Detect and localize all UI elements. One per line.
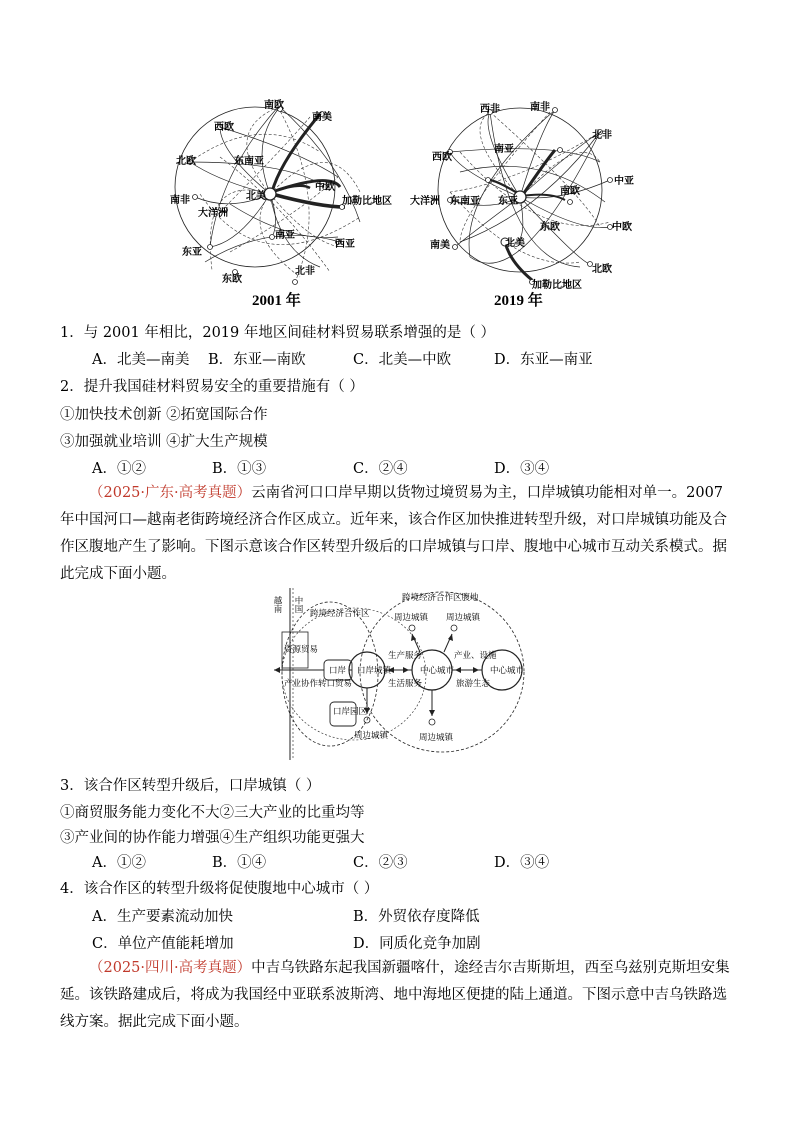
label-kouan-park: 口岸园区 — [333, 707, 368, 717]
passage-guangdong-line4: 此完成下面小题。 — [60, 566, 176, 582]
label-2001-nanfei: 南非 — [170, 195, 190, 206]
trade-network-svg — [160, 92, 640, 312]
label-eco: 旅游生态 — [456, 679, 491, 689]
q3-option-c[interactable]: C．②③ — [353, 855, 408, 871]
label-yuenan: 越南 — [272, 596, 282, 613]
label-2001-beifei: 北非 — [295, 266, 315, 277]
passage-guangdong-line1: 云南省河口口岸早期以货物过境贸易为主，口岸城镇功能相对单一。2007 — [251, 485, 724, 501]
label-center-city: 中心城市 — [490, 666, 525, 676]
q4-option-b[interactable]: B．外贸依存度降低 — [353, 909, 480, 925]
label-prod-service: 生产服务 — [388, 651, 423, 661]
q4-option-a[interactable]: A．生产要素流动加快 — [92, 909, 233, 925]
q3-option-b[interactable]: B．①④ — [212, 855, 267, 871]
question-3-stem: 3．该合作区转型升级后，口岸城镇（ ） — [60, 778, 321, 794]
label-periph-3: 周边城镇 — [354, 731, 389, 741]
q4-option-d[interactable]: D．同质化竞争加剧 — [353, 936, 481, 952]
label-2001-xiou: 西欧 — [214, 122, 234, 133]
source-tag-sichuan: （2025·四川·高考真题） — [89, 960, 252, 976]
label-periph-2: 周边城镇 — [446, 613, 481, 623]
q3-statements-1: ①商贸服务能力变化不大②三大产业的比重均等 — [60, 805, 365, 821]
label-res-trade: 资源贸易 — [284, 645, 319, 655]
port-town-diagram — [270, 582, 532, 764]
label-life-service: 生活服务 — [388, 679, 423, 689]
label-kuajing-zone: 跨境经济合作区 — [310, 609, 370, 619]
year-2019: 2019 年 — [494, 293, 543, 309]
label-2001-nanya: 南亚 — [275, 230, 295, 241]
q2-statements-1: ①加快技术创新 ②拓宽国际合作 — [60, 407, 268, 423]
label-2019-dongou: 东欧 — [540, 222, 560, 233]
label-2019-beimei: 北美 — [505, 238, 525, 249]
q3-option-d[interactable]: D．③④ — [494, 855, 550, 871]
label-kouan-town: 口岸城镇 — [357, 666, 392, 676]
label-industry-link: 产业、设施 — [454, 651, 497, 661]
label-2019-beifei: 北非 — [592, 130, 612, 141]
port-town-svg — [270, 582, 532, 764]
label-2001-nanmei: 南美 — [312, 112, 332, 123]
q4-option-c[interactable]: C．单位产值能耗增加 — [92, 936, 234, 952]
q3-option-a[interactable]: A．①② — [92, 855, 146, 871]
q2-option-a[interactable]: A．①② — [92, 461, 146, 477]
label-2001-jialebi: 加勒比地区 — [342, 196, 392, 207]
label-2001-dayangzhou: 大洋洲 — [198, 208, 228, 219]
q2-option-d[interactable]: D．③④ — [494, 461, 550, 477]
label-2019-dongya: 东亚 — [498, 196, 518, 207]
label-2001-beiou: 北欧 — [176, 156, 196, 167]
label-kouan: 口岸 — [329, 666, 347, 676]
label-2019-nanou: 南欧 — [560, 186, 580, 197]
passage-guangdong-line3: 作区腹地产生了影响。下图示意该合作区转型升级后的口岸城镇与口岸、腹地中心城市互动关系模式。据 — [60, 539, 727, 555]
map-2001 — [175, 107, 360, 285]
label-2001-xiya: 西亚 — [335, 239, 355, 250]
label-zhongguo: 中国 — [293, 596, 303, 613]
passage-sichuan-line3: 线方案。据此完成下面小题。 — [60, 1014, 249, 1030]
q1-option-c[interactable]: C．北美—中欧 — [353, 352, 452, 368]
q1-option-a[interactable]: A．北美—南美 — [92, 352, 190, 368]
question-4-stem: 4．该合作区的转型升级将促使腹地中心城市（ ） — [60, 881, 379, 897]
q3-statements-2: ③产业间的协作能力增强④生产组织功能更强大 — [60, 830, 365, 846]
label-2001-dongou: 东欧 — [222, 274, 242, 285]
passage-sichuan-line1: 中吉乌铁路东起我国新疆喀什，途经吉尔吉斯斯坦，西至乌兹别克斯坦安集 — [251, 960, 730, 976]
label-2019-beiou: 北欧 — [592, 264, 612, 275]
label-2019-dongnanya: 东南亚 — [450, 196, 480, 207]
q1-option-d[interactable]: D．东亚—南亚 — [494, 352, 593, 368]
passage-guangdong — [60, 480, 746, 588]
label-2019-xifei: 西非 — [480, 104, 500, 115]
label-2001-zhongou: 中欧 — [315, 182, 335, 193]
q2-option-c[interactable]: C．②④ — [353, 461, 408, 477]
label-2019-dayangzhou: 大洋洲 — [410, 196, 440, 207]
label-hinterland: 跨境经济合作区腹地 — [402, 593, 479, 603]
year-2001: 2001 年 — [252, 293, 301, 309]
label-industry-trade: 产业协作转口贸易 — [284, 679, 353, 689]
label-2019-jialebi: 加勒比地区 — [532, 280, 582, 291]
q2-option-b[interactable]: B．①③ — [212, 461, 267, 477]
label-2001-nanou: 南欧 — [264, 100, 284, 111]
label-2019-nanmei: 南美 — [430, 240, 450, 251]
label-periph-1: 周边城镇 — [394, 613, 429, 623]
source-tag-guangdong: （2025·广东·高考真题） — [89, 485, 252, 501]
question-2-stem: 2．提升我国硅材料贸易安全的重要措施有（ ） — [60, 379, 364, 395]
q1-option-b[interactable]: B．东亚—南欧 — [208, 352, 306, 368]
label-2019-nanfei: 南非 — [530, 102, 550, 113]
q2-statements-2: ③加强就业培训 ④扩大生产规模 — [60, 434, 268, 450]
label-2001-beimei: 北美 — [246, 191, 266, 202]
passage-sichuan — [60, 955, 746, 1036]
passage-sichuan-line2: 延。该铁路建成后，将成为我国经中亚联系波斯湾、地中海地区便捷的陆上通道。下图示意中吉乌铁路选 — [60, 987, 727, 1003]
label-center-town: 中心城市 — [420, 666, 455, 676]
passage-guangdong-line2: 年中国河口—越南老街跨境经济合作区成立。近年来，该合作区加快推进转型升级，对口岸城镇功能及合 — [60, 512, 727, 528]
label-2019-zhongya: 中亚 — [614, 176, 634, 187]
label-2019-nanya: 南亚 — [494, 144, 514, 155]
label-2001-dongnanya: 东南亚 — [234, 156, 264, 167]
question-1-stem: 1．与 2001 年相比，2019 年地区间硅材料贸易联系增强的是（ ） — [60, 325, 495, 341]
label-2019-xiou: 西欧 — [432, 152, 452, 163]
trade-network-figure — [160, 92, 640, 312]
label-2019-zhongou: 中欧 — [612, 222, 632, 233]
label-2001-dongya: 东亚 — [182, 247, 202, 258]
label-periph-4: 周边城镇 — [419, 733, 454, 743]
